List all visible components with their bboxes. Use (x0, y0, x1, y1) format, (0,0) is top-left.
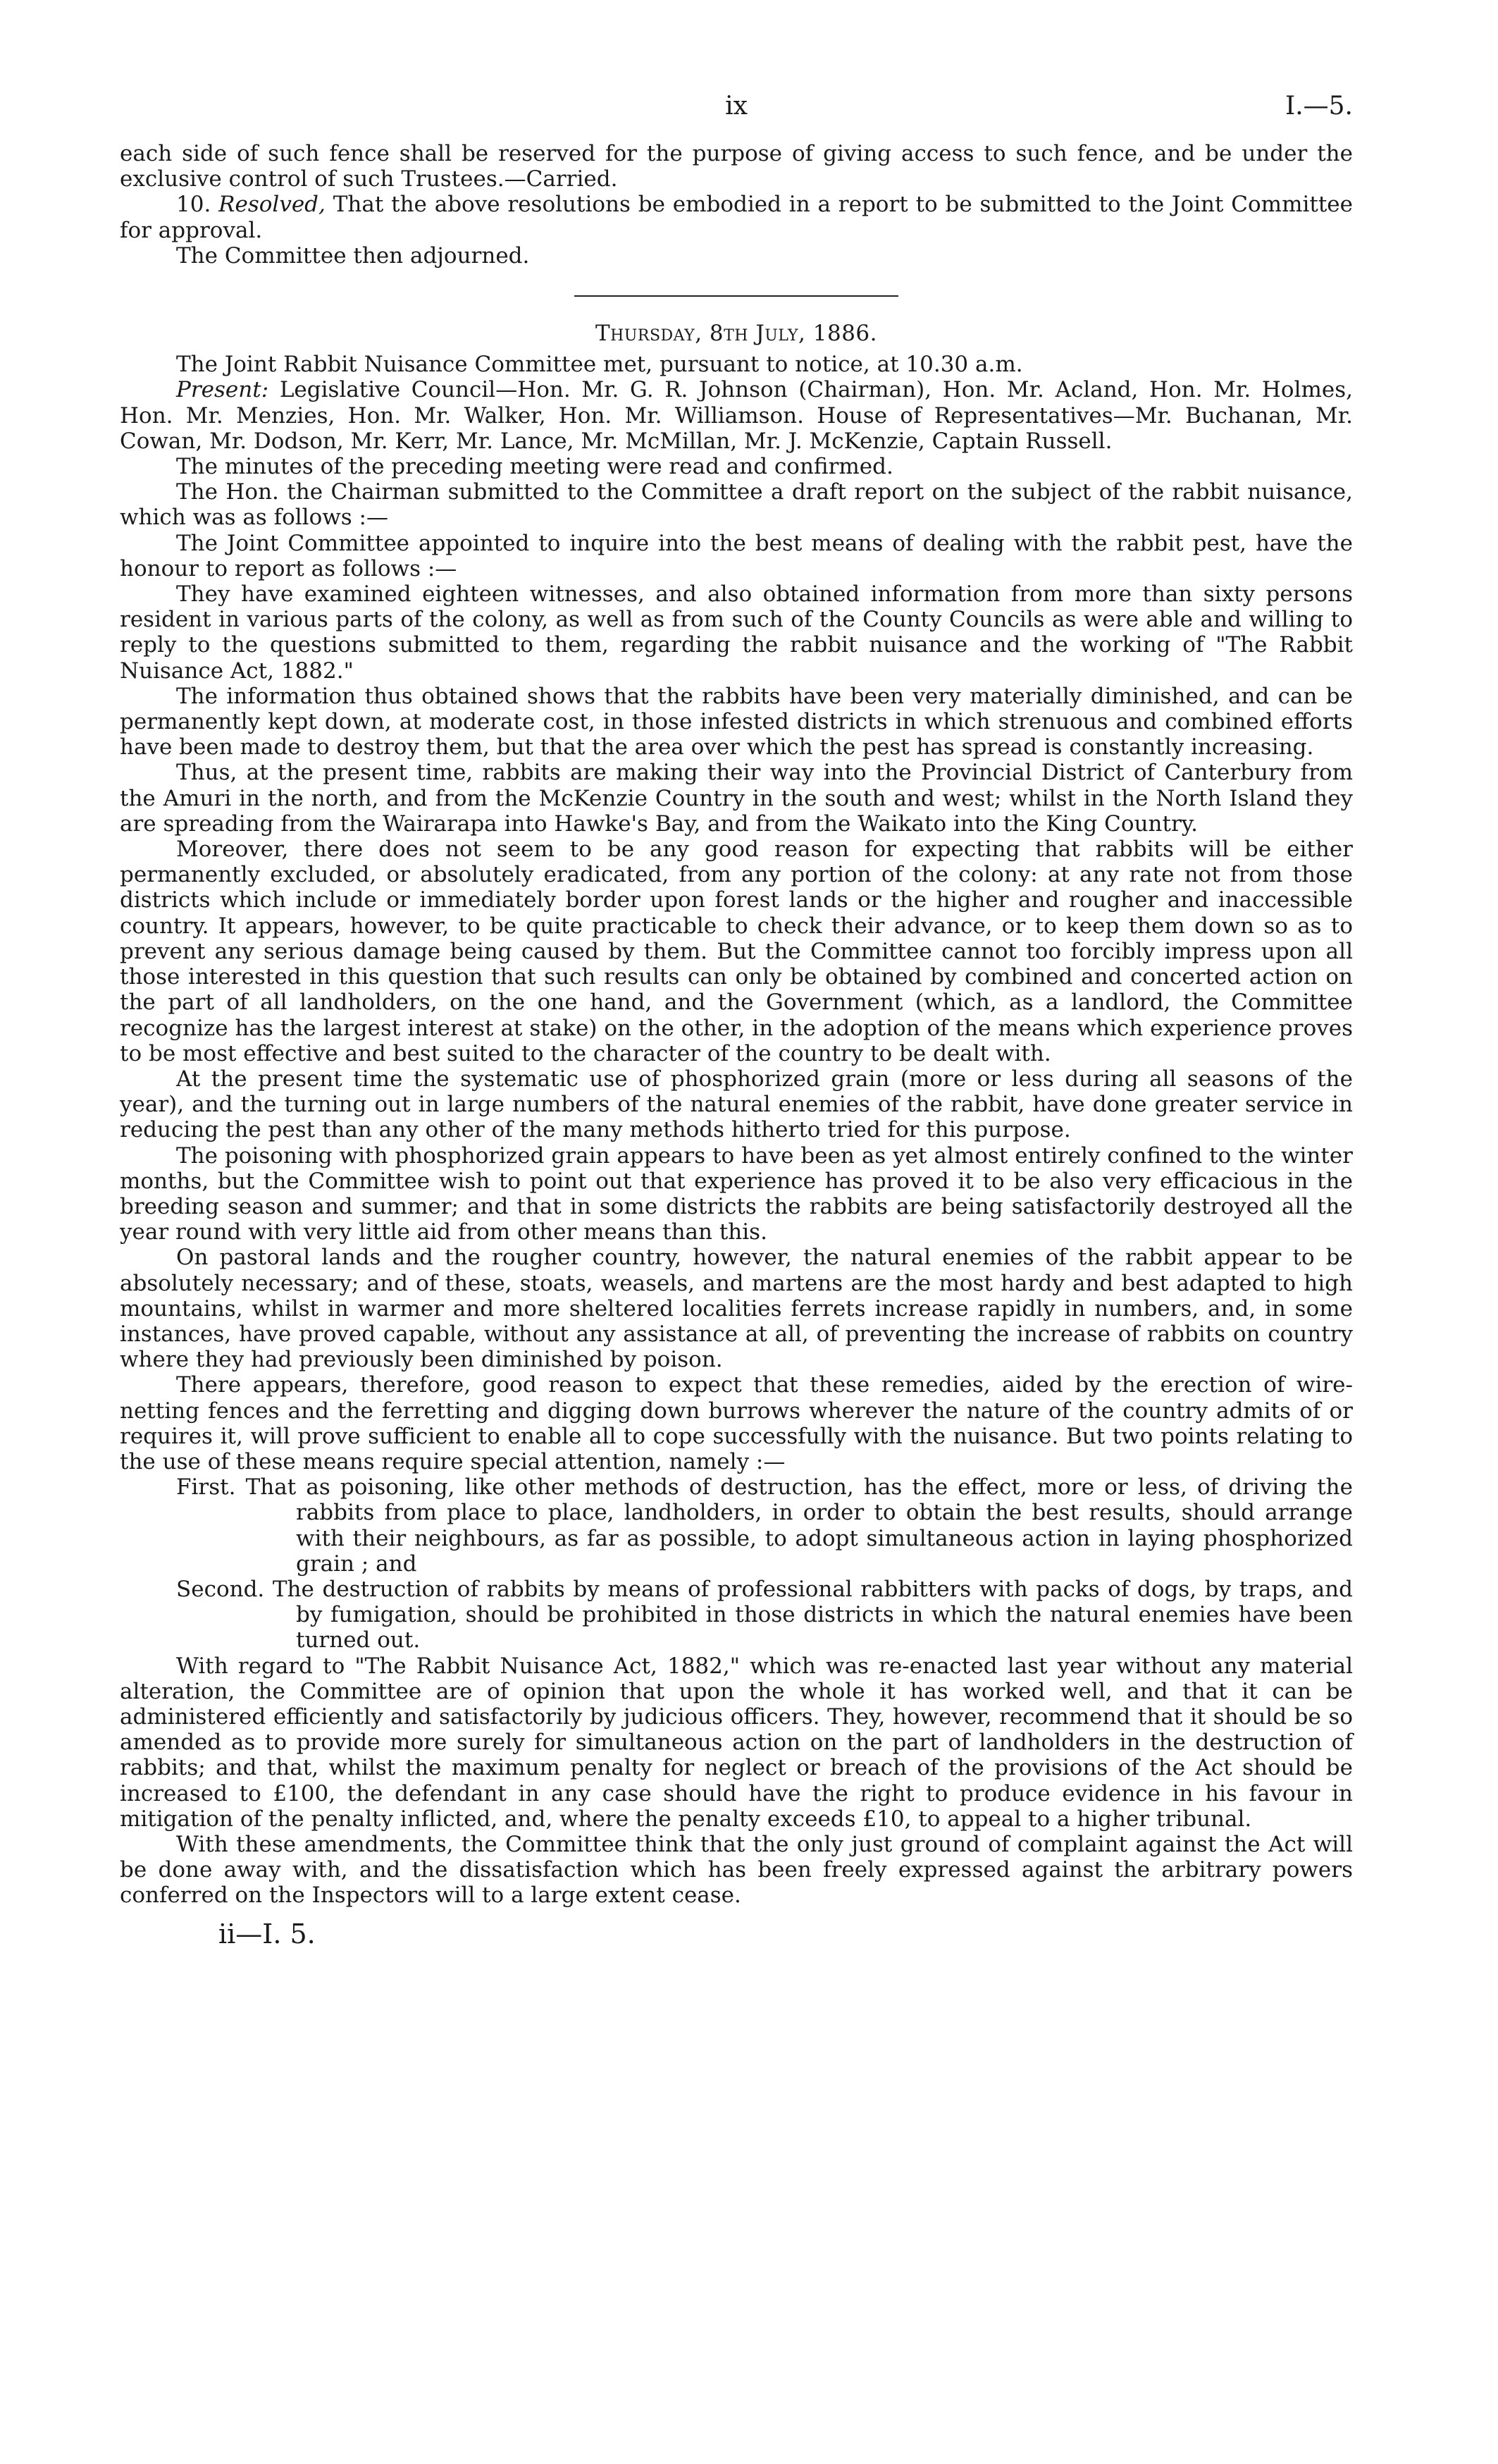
resolved-word: Resolved, (218, 192, 326, 218)
report-paragraph-5: Moreover, there does not seem to be any good reason for expecting that rabbits will be either permanently excluded, or absolutely eradicated, from any portion of the colony: at any rate not from those districts which include or immediately border upon forest lands or the higher and rougher and inaccessible country. It appears, however, to be quite practicable to check their advance, or to keep them down so as to prevent any serious damage being caused by them. But the Committee cannot too forcibly impress upon all those interested in this question that such results can only be obtained by combined and concerted action on the part of all landholders, on the one hand, and the Government (which, as a landlord, the Committee recognize has the largest interest at stake) on the other, in the adoption of the means which experience proves to be most effective and best suited to the character of the country to be dealt with. (120, 837, 1353, 1066)
document-body (120, 141, 1353, 1909)
adjourned-line: The Committee then adjourned. (176, 242, 530, 269)
point-second: Second. The destruction of rabbits by means of professional rabbitters with packs of dogs, by traps, and by fumigation, should be prohibited in those districts in which the natural enemies have been turned out. (176, 1576, 1353, 1653)
meeting-convened: The Joint Rabbit Nuisance Committee met, pursuant to notice, at 10.30 a.m. (176, 352, 1023, 378)
present-list: Legislative Council—Hon. Mr. G. R. Johnson (Chairman), Hon. Mr. Acland, Hon. Mr. Holmes, Hon. Mr. Menzies, Hon. Mr. Walker, Hon. Mr. Williamson. House of Representatives—Mr. Buchanan, Mr. Cowan, Mr. Dodson, Mr. Kerr, Mr. Lance, Mr. McMillan, Mr. J. McKenzie, Captain Russell. (120, 377, 1353, 454)
document-page (120, 92, 1353, 1949)
paper-reference: I.—5. (1285, 92, 1353, 121)
report-paragraph-7: The poisoning with phosphorized grain appears to have been as yet almost entirely confined to the winter months, but the Committee wish to point out that experience has proved it to be also very efficacious in the breeding season and summer; and that in some districts the rabbits are being satisfactorily destroyed all the year round with very little aid from other means than this. (120, 1142, 1353, 1245)
report-paragraph-1: The Joint Committee appointed to inquire into the best means of dealing with the rabbit pest, have the honour to report as follows :— (120, 530, 1353, 581)
resolution-number: 10. (176, 192, 211, 218)
section-divider (574, 295, 898, 297)
minutes-confirmed: The minutes of the preceding meeting were read and confirmed. (176, 454, 893, 480)
present-label: Present: (176, 377, 269, 403)
signature-mark: ii—I. 5. (218, 1918, 316, 1949)
report-paragraph-2: They have examined eighteen witnesses, and also obtained information from more than sixty persons resident in various parts of the colony, as well as from such of the County Councils as were able and willing to reply to the questions submitted to them, regarding the rabbit nuisance and the working of "The Rabbit Nuisance Act, 1882." (120, 581, 1353, 684)
page-number: ix (725, 92, 748, 121)
paragraph-continued: each side of such fence shall be reserved for the purpose of giving access to such fence, and be under the exclusive control of such Trustees.—Carried. (120, 141, 1353, 192)
report-paragraph-11: With these amendments, the Committee think that the only just ground of complaint against the Act will be done away with, and the dissatisfaction which has been freely expressed against the arbitrary powers conferred on the Inspectors will to a large extent cease. (120, 1832, 1353, 1909)
report-paragraph-10: With regard to "The Rabbit Nuisance Act, 1882," which was re-enacted last year without any material alteration, the Committee are of opinion that upon the whole it has worked well, and that it can be administered efficiently and satisfactorily by judicious officers. They, however, recommend that it should be so amended as to provide more surely for simultaneous action on the part of landholders in the destruction of rabbits; and that, whilst the maximum penalty for neglect or breach of the provisions of the Act should be increased to £100, the defendant in any case should have the right to produce evidence in his favour in mitigation of the penalty inflicted, and, where the penalty exceeds £10, to appeal to a higher tribunal. (120, 1653, 1353, 1832)
page-header (120, 92, 1353, 141)
members-present (120, 377, 1353, 454)
report-paragraph-3: The information thus obtained shows that the rabbits have been very materially diminished, and can be permanently kept down, at moderate cost, in those infested districts in which strenuous and combined efforts have been made to destroy them, but that the area over which the pest has spread is constantly increasing. (120, 683, 1353, 760)
report-paragraph-6: At the present time the systematic use of phosphorized grain (more or less during all seasons of the year), and the turning out in large numbers of the natural enemies of the rabbit, have done greater service in reducing the pest than any other of the many methods hitherto tried for this purpose. (120, 1066, 1353, 1143)
report-paragraph-8: On pastoral lands and the rougher country, however, the natural enemies of the rabbit appear to be absolutely necessary; and of these, stoats, weasels, and martens are the most hardy and best adapted to high mountains, whilst in warmer and more sheltered localities ferrets increase rapidly in numbers, and, in some instances, have proved capable, without any assistance at all, of preventing the increase of rabbits on country where they had previously been diminished by poison. (120, 1245, 1353, 1373)
point-first: First. That as poisoning, like other methods of destruction, has the effect, more or less, of driving the rabbits from place to place, landholders, in order to obtain the best results, should arrange with their neighbours, as far as possible, to adopt simultaneous action in laying phosphorized grain ; and (176, 1474, 1353, 1577)
resolution-text: That the above resolutions be embodied in a report to be submitted to the Joint Committee for approval. (120, 192, 1353, 243)
report-paragraph-4: Thus, at the present time, rabbits are making their way into the Provincial District of Canterbury from the Amuri in the north, and from the McKenzie Country in the south and west; whilst in the North Island they are spreading from the Wairarapa into Hawke's Bay, and from the Waikato into the King Country. (120, 760, 1353, 837)
meeting-date-heading: Thursday, 8th July, 1886. (595, 321, 877, 347)
resolution-10 (120, 192, 1353, 242)
report-paragraph-9: There appears, therefore, good reason to expect that these remedies, aided by the erection of wire-netting fences and the ferretting and digging down burrows wherever the nature of the country admits of or requires it, will prove sufficient to enable all to cope successfully with the nuisance. But two points relating to the use of these means require special attention, namely :— (120, 1372, 1353, 1474)
chairman-submission: The Hon. the Chairman submitted to the Committee a draft report on the subject of the rabbit nuisance, which was as follows :— (120, 479, 1353, 531)
